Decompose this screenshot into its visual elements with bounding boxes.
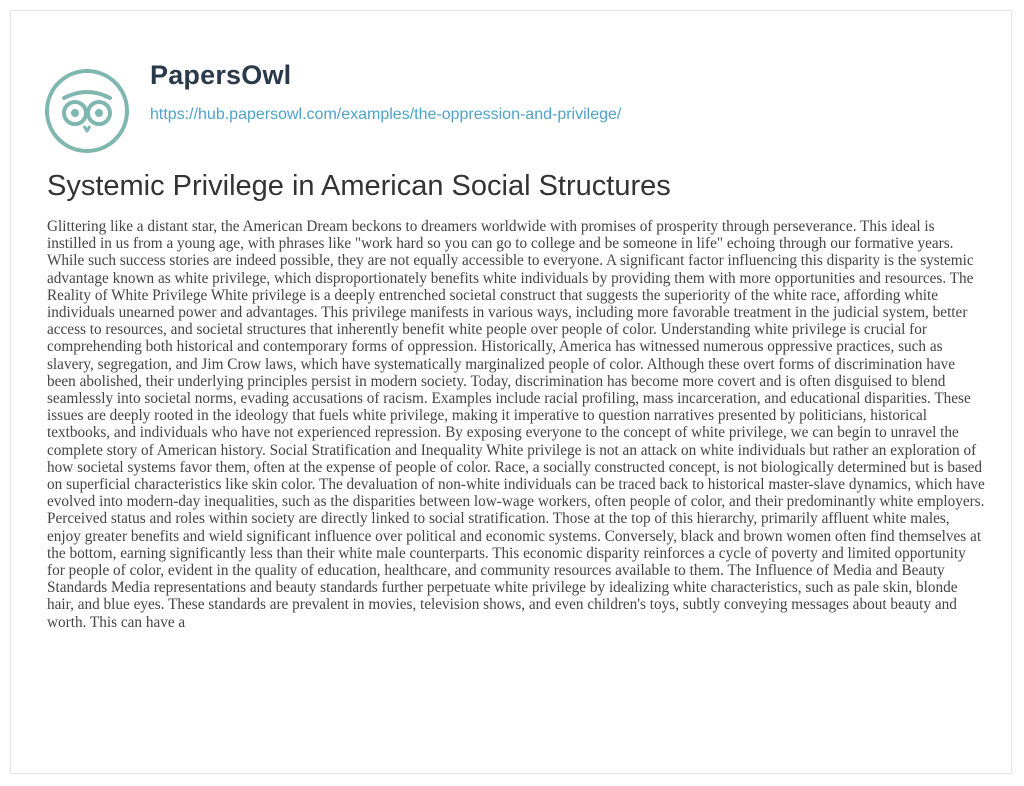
site-header — [44, 56, 984, 146]
document-title: Systemic Privilege in American Social Structures — [47, 170, 671, 202]
document-body: Glittering like a distant star, the American Dream beckons to dreamers worldwide with promises of prosperity through perseverance. This ideal is instilled in us from a young age, with phrases like "work hard so you can go to college and be someone in life" echoing through our formative years. While such success stories are indeed possible, they are not equally accessible to everyone. A significant factor influencing this disparity is the systemic advantage known as white privilege, which disproportionately benefits white individuals by providing them with more opportunities and resources. The Reality of White Privilege White privilege is a deeply entrenched societal construct that suggests the superiority of the white race, affording white individuals unearned power and advantages. This privilege manifests in various ways, including more favorable treatment in the judicial system, better access to resources, and societal structures that inherently benefit white people over people of color. Understanding white privilege is crucial for comprehending both historical and contemporary forms of oppression. Historically, America has witnessed numerous oppressive practices, such as slavery, segregation, and Jim Crow laws, which have systematically marginalized people of color. Although these overt forms of discrimination have been abolished, their underlying principles persist in modern society. Today, discrimination has become more covert and is often disguised to blend seamlessly into societal norms, evading accusations of racism. Examples include racial profiling, mass incarceration, and educational disparities. These issues are deeply rooted in the ideology that fuels white privilege, making it imperative to question narratives presented by politicians, historical textbooks, and individuals who have not experienced repression. By exposing everyone to the concept of white privilege, we can begin to unravel the complete story of American history. Social Stratification and Inequality White privilege is not an attack on white individuals but rather an exploration of how societal systems favor them, often at the expense of people of color. Race, a socially constructed concept, is not biologically determined but is based on superficial characteristics like skin color. The devaluation of non-white individuals can be traced back to historical master-slave dynamics, which have evolved into modern-day inequalities, such as the disparities between low-wage workers, often people of color, and their predominantly white employers. Perceived status and roles within society are directly linked to social stratification. Those at the top of this hierarchy, primarily affluent white males, enjoy greater benefits and wield significant influence over political and economic systems. Conversely, black and brown women often find themselves at the bottom, earning significantly less than their white male counterparts. This economic disparity reinforces a cycle of poverty and limited opportunity for people of color, evident in the quality of education, healthcare, and community resources available to them. The Influence of Media and Beauty Standards Media representations and beauty standards further perpetuate white privilege by idealizing white characteristics, such as pale skin, blonde hair, and blue eyes. These standards are prevalent in movies, television shows, and even children's toys, subtly conveying messages about beauty and worth. This can have a — [47, 218, 985, 631]
source-url-link[interactable]: https://hub.papersowl.com/examples/the-oppression-and-privilege/ — [150, 106, 622, 123]
brand-name[interactable]: PapersOwl — [150, 60, 292, 90]
owl-logo-icon[interactable] — [44, 68, 130, 154]
